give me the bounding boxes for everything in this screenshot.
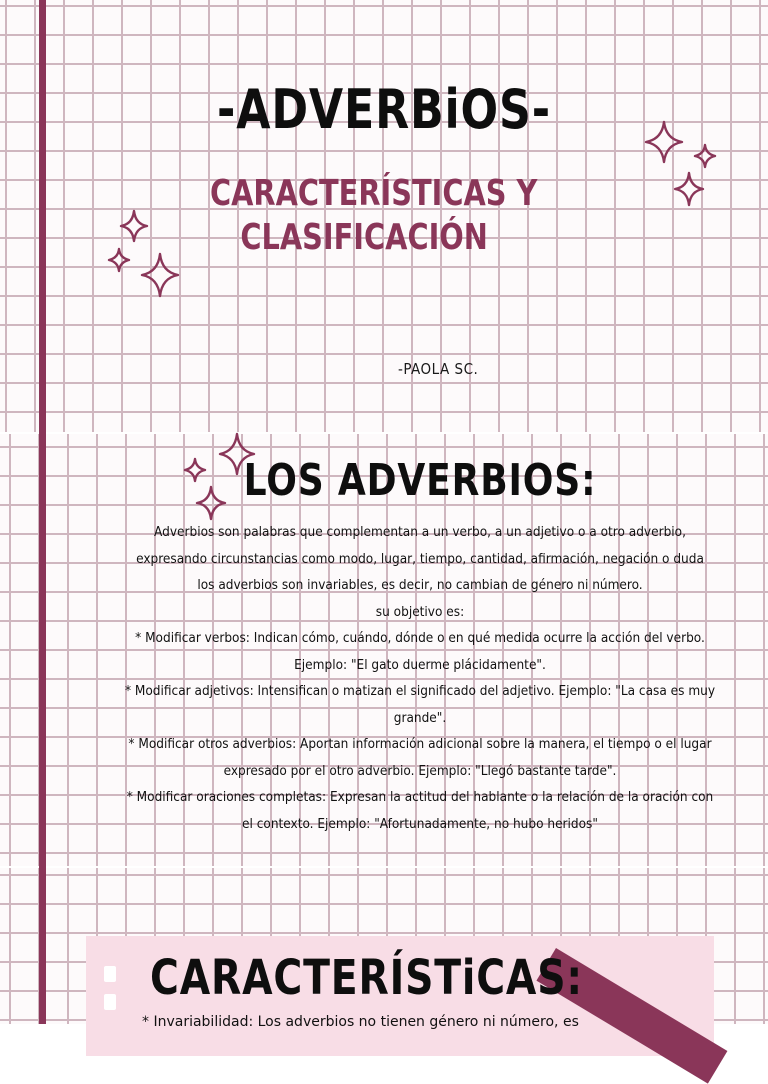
section-title: LOS ADVERBIOS: <box>243 455 597 506</box>
sparkle-icon <box>140 252 180 298</box>
body-line: * Modificar adjetivos: Intensifican o matizan el significado del adjetivo. Ejemplo: "La casa es muy <box>124 683 716 699</box>
body-line: * Modificar oraciones completas: Expresan la actitud del hablante o la relación de la oración con <box>126 789 714 805</box>
cover-subtitle-line-2: CLASIFICACIÓN <box>240 217 488 258</box>
body-line: grande". <box>393 709 447 726</box>
cover-subtitle-line-1: CARACTERÍSTICAS Y <box>210 173 538 214</box>
body-line: expresado por el otro adverbio. Ejemplo: "Llegó bastante tarde". <box>223 762 617 779</box>
paper-hole <box>104 966 116 982</box>
body-line: Adverbios son palabras que complementan a un verbo, a un adjetivo o a otro adverbio, <box>154 524 686 540</box>
body-line: su objetivo es: <box>375 603 465 620</box>
paper-hole <box>104 994 116 1010</box>
body-line: el contexto. Ejemplo: "Afortunadamente, no hubo heridos" <box>242 815 598 832</box>
sparkle-icon <box>694 144 716 168</box>
notebook-margin-line <box>39 0 46 1024</box>
characteristics-first-line: * Invariabilidad: Los adverbios no tienen género ni número, es <box>142 1014 579 1030</box>
sparkle-icon <box>674 172 704 206</box>
body-line: los adverbios son invariables, es decir, no cambian de género ni número. <box>197 577 643 593</box>
cover-subtitle <box>210 172 546 260</box>
sparkle-icon <box>644 120 684 164</box>
body-line: expresando circunstancias como modo, lugar, tiempo, cantidad, afirmación, negación o duda <box>136 550 704 567</box>
characteristics-title: CARACTERÍSTiCAS: <box>150 950 583 1006</box>
body-line: * Modificar verbos: Indican cómo, cuándo, dónde o en qué medida ocurre la acción del verbo. <box>135 630 705 646</box>
sparkle-icon <box>120 210 148 242</box>
body-line: * Modificar otros adverbios: Aportan información adicional sobre la manera, el tiempo o el lugar <box>128 736 712 752</box>
sparkle-icon <box>108 248 130 272</box>
cover-title: -ADVERBiOS- <box>217 78 551 141</box>
author-name: -PAOLA SC. <box>398 360 479 378</box>
section-body <box>118 519 722 837</box>
body-line: Ejemplo: "El gato duerme plácidamente". <box>294 656 546 673</box>
